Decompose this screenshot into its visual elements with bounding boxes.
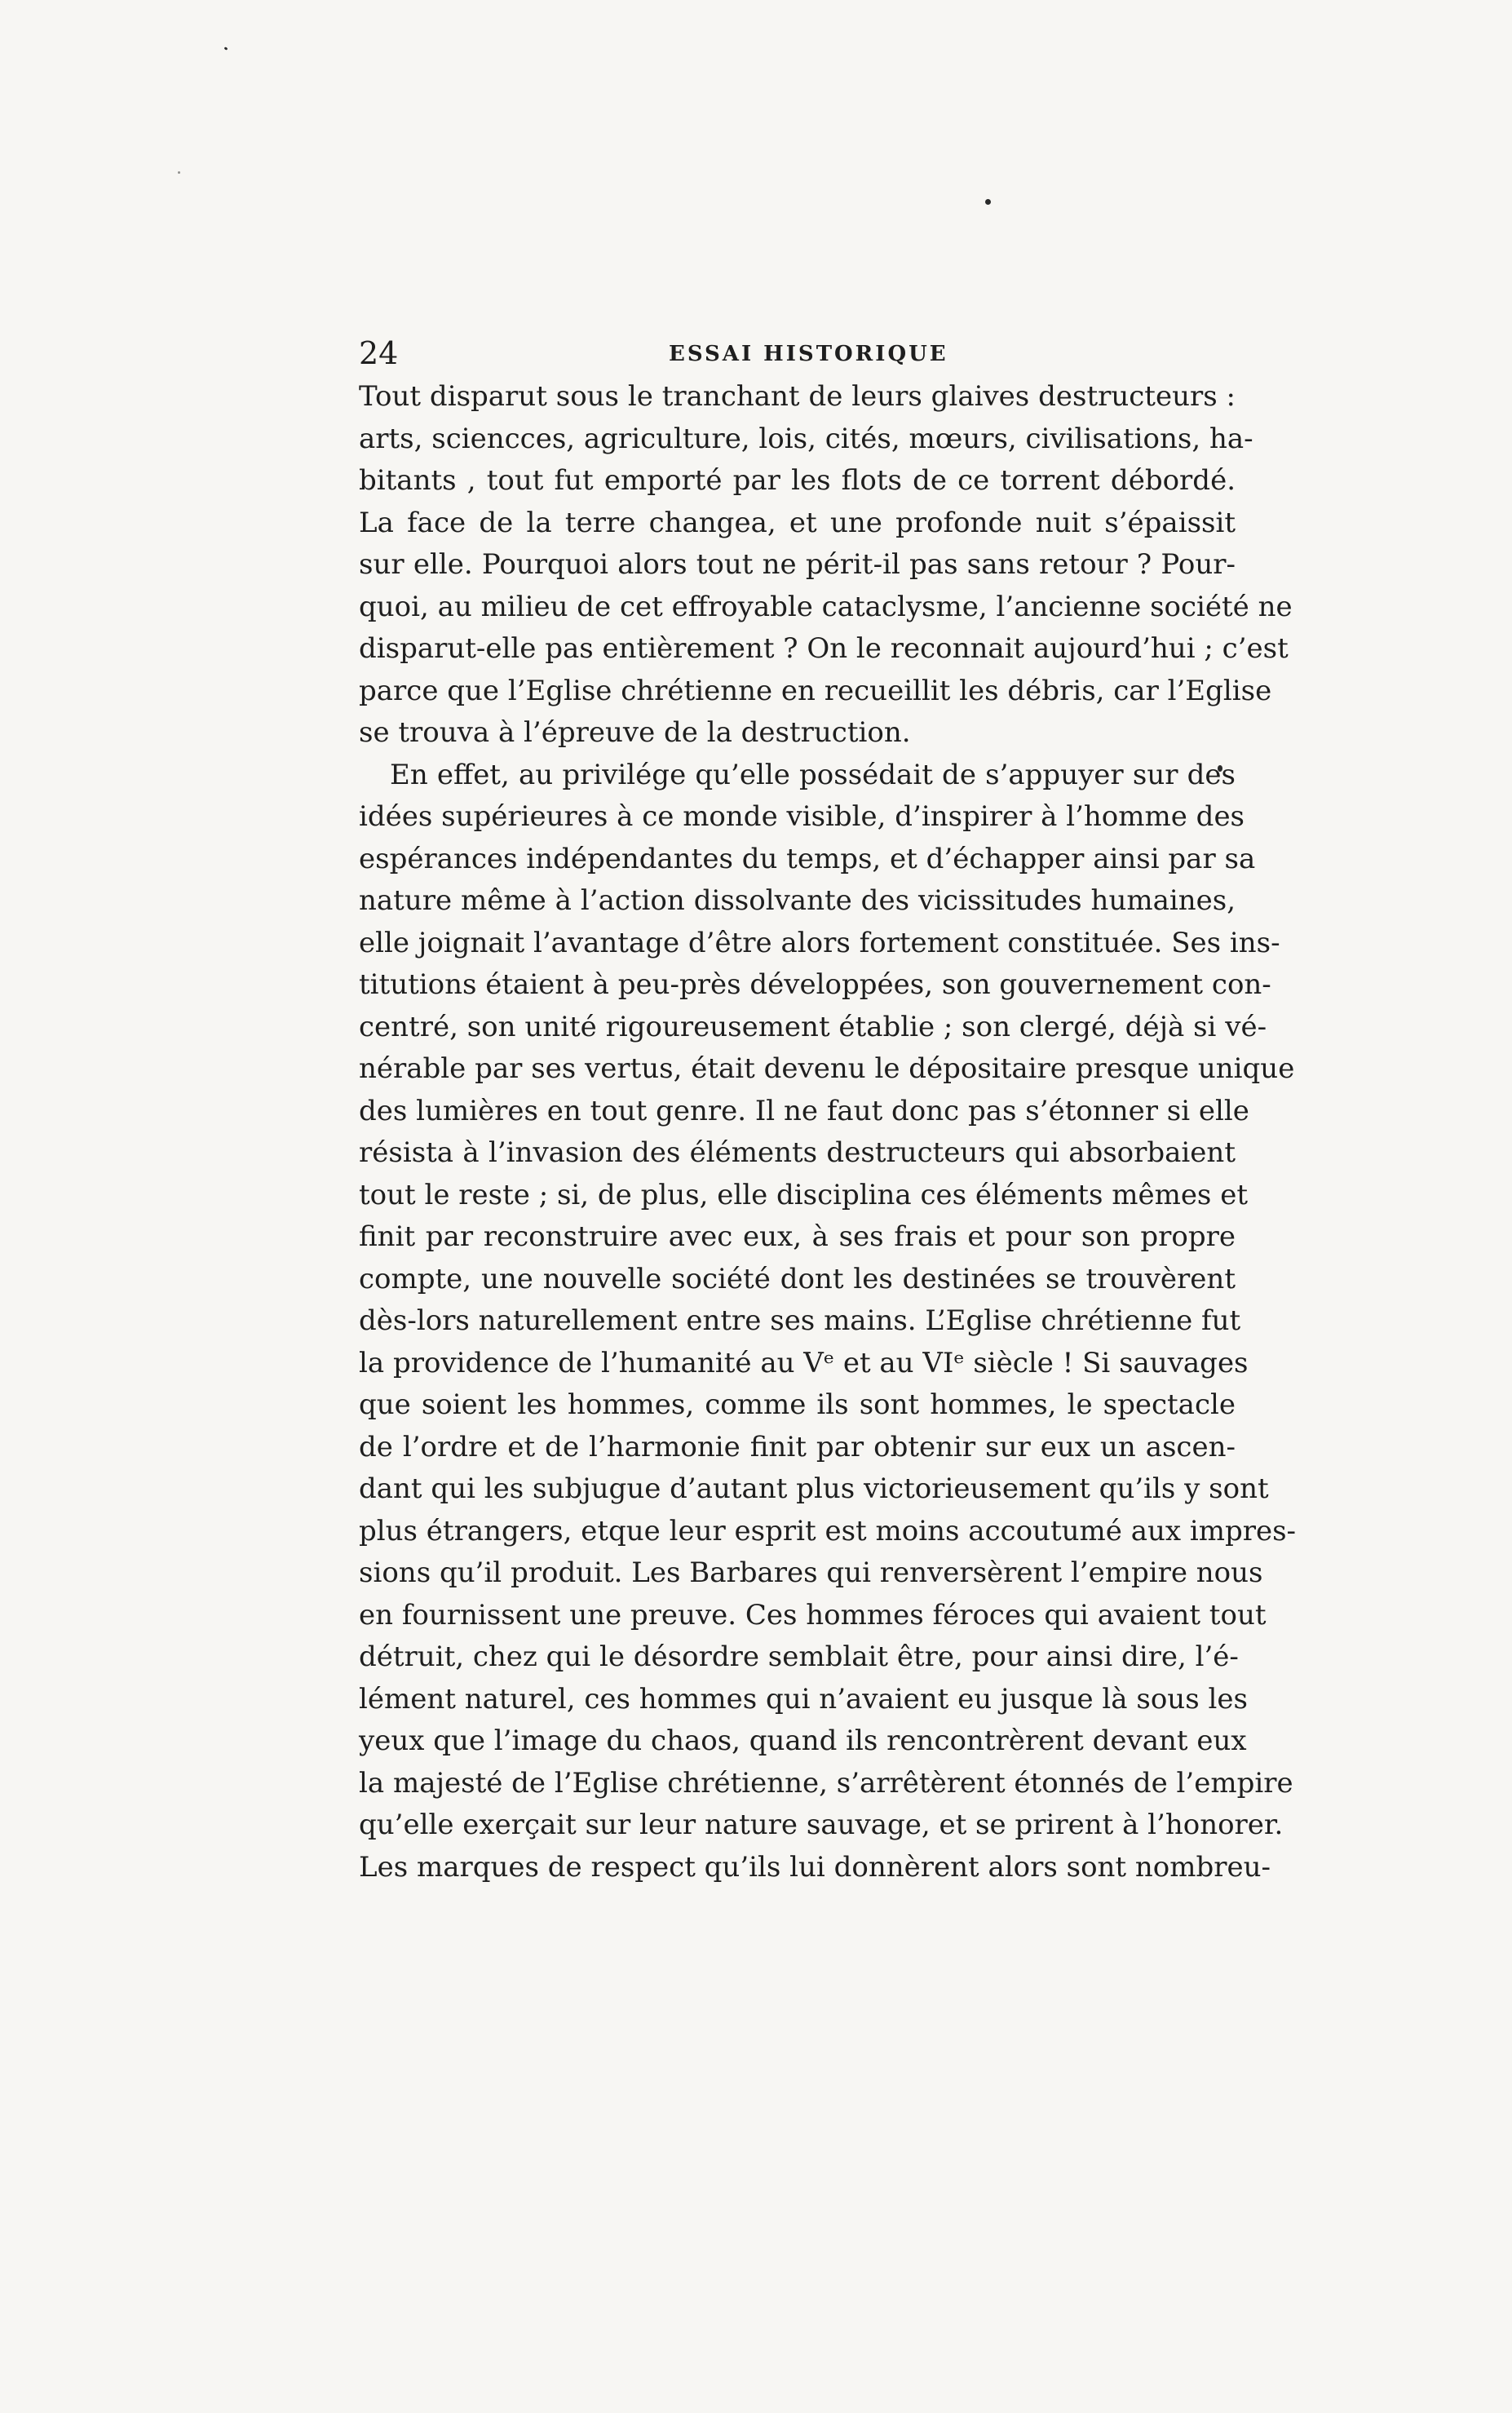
text-line: yeux que l’image du chaos, quand ils rencontrèrent devant eux: [359, 1725, 1247, 1757]
text-line: parce que l’Eglise chrétienne en recueillit les débris, car l’Eglise: [359, 674, 1272, 707]
text-line: idées supérieures à ce monde visible, d’inspirer à l’homme des: [359, 800, 1245, 833]
text-line: lément naturel, ces hommes qui n’avaient eu jusque là sous les: [359, 1682, 1248, 1716]
text-line: détruit, chez qui le désordre semblait être, pour ainsi dire, l’é-: [359, 1640, 1239, 1673]
text-line: qu’elle exerçait sur leur nature sauvage, et se prirent à l’honorer.: [359, 1809, 1284, 1841]
text-line: dès-lors naturellement entre ses mains. L’Eglise chrétienne fut: [359, 1304, 1241, 1337]
text-line: La face de la terre changea, et une profonde nuit s’épaissit: [359, 506, 1236, 539]
text-line: titutions étaient à peu-près développées, son gouvernement con-: [359, 968, 1271, 1001]
text-line: sions qu’il produit. Les Barbares qui renversèrent l’empire nous: [359, 1556, 1263, 1589]
text-line: centré, son unité rigoureusement établie ; son clergé, déjà si vé-: [359, 1010, 1267, 1043]
ink-speck: [224, 46, 228, 51]
text-line: de l’ordre et de l’harmonie finit par obtenir sur eux un ascen-: [359, 1430, 1236, 1463]
text-line: plus étrangers, etque leur esprit est moins accoutumé aux impres-: [359, 1514, 1297, 1547]
text-line: Les marques de respect qu’ils lui donnèrent alors sont nombreu-: [359, 1850, 1271, 1884]
text-line: Tout disparut sous le tranchant de leurs glaives destructeurs :: [359, 380, 1236, 413]
text-line: En effet, au privilége qu’elle possédait de s’appuyer sur des: [390, 758, 1236, 791]
running-title: ESSAI HISTORIQUE: [669, 342, 948, 366]
text-line: nature même à l’action dissolvante des vicissitudes humaines,: [359, 884, 1236, 917]
text-line: que soient les hommes, comme ils sont hommes, le spectacle: [359, 1388, 1236, 1421]
ink-speck: [178, 171, 180, 174]
text-line: nérable par ses vertus, était devenu le dépositaire presque unique: [359, 1052, 1295, 1085]
text-line: la providence de l’humanité au Vᵉ et au VIᵉ siècle ! Si sauvages: [359, 1346, 1249, 1379]
body-text: [359, 376, 1297, 1888]
text-line: dant qui les subjugue d’autant plus victorieusement qu’ils y sont: [359, 1472, 1269, 1505]
text-line: espérances indépendantes du temps, et d’échapper ainsi par sa: [359, 842, 1256, 875]
text-line: disparut-elle pas entièrement ? On le reconnait aujourd’hui ; c’est: [359, 632, 1289, 665]
text-line: bitants , tout fut emporté par les flots de ce torrent débordé.: [359, 464, 1236, 497]
text-line: en fournissent une preuve. Ces hommes féroces qui avaient tout: [359, 1598, 1267, 1632]
text-line: des lumières en tout genre. Il ne faut donc pas s’étonner si elle: [359, 1094, 1249, 1127]
text-line: sur elle. Pourquoi alors tout ne périt-il pas sans retour ? Pour-: [359, 548, 1236, 581]
text-line: se trouva à l’épreuve de la destruction.: [359, 716, 911, 749]
text-line: finit par reconstruire avec eux, à ses frais et pour son propre: [359, 1220, 1236, 1253]
text-line: la majesté de l’Eglise chrétienne, s’arrêtèrent étonnés de l’empire: [359, 1766, 1293, 1800]
ink-speck: [985, 199, 991, 205]
text-line: elle joignait l’avantage d’être alors fortement constituée. Ses ins-: [359, 926, 1280, 959]
text-line: arts, sciencces, agriculture, lois, cités, mœurs, civilisations, ha-: [359, 422, 1253, 455]
page-number: 24: [359, 335, 399, 371]
page-header: [359, 330, 1256, 376]
text-line: quoi, au milieu de cet effroyable cataclysme, l’ancienne société ne: [359, 590, 1293, 623]
text-line: tout le reste ; si, de plus, elle disciplina ces éléments mêmes et: [359, 1178, 1248, 1211]
text-line: compte, une nouvelle société dont les destinées se trouvèrent: [359, 1262, 1236, 1295]
text-line: résista à l’invasion des éléments destructeurs qui absorbaient: [359, 1136, 1236, 1169]
